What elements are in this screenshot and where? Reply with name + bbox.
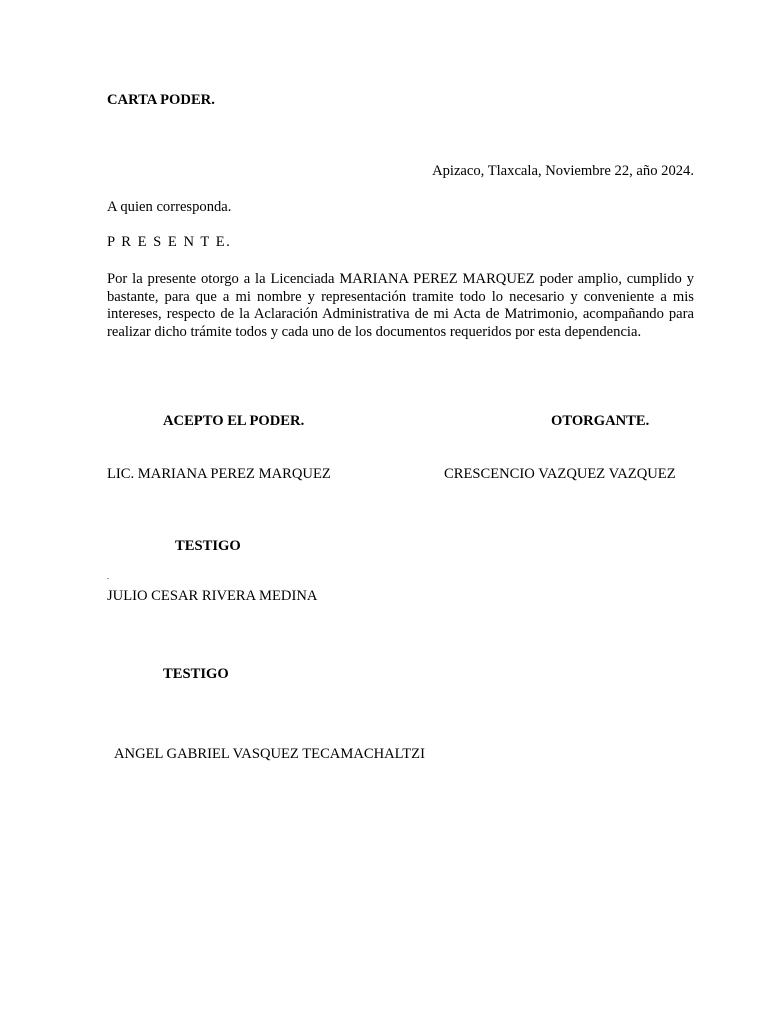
otorgante-name: CRESCENCIO VAZQUEZ VAZQUEZ: [444, 466, 676, 482]
document-title: CARTA PODER.: [107, 92, 215, 108]
body-paragraph: Por la presente otorgo a la Licenciada MARIANA PEREZ MARQUEZ poder amplio, cumplido y bastante, para que a mi nombre y representación tramite todo lo necesario y conveniente a mis intereses, respecto de la Aclaración Administrativa de mi Acta de Matrimonio, acompañando para realizar dicho trámite todos y cada uno de los documentos requeridos por esta dependencia.: [107, 271, 694, 340]
testigo-1-name: JULIO CESAR RIVERA MEDINA: [107, 588, 318, 604]
testigo-1-mark: .: [107, 572, 109, 581]
date-line: Apizaco, Tlaxcala, Noviembre 22, año 2024.: [432, 163, 694, 179]
testigo-1-label: TESTIGO: [175, 538, 241, 554]
greeting: A quien corresponda.: [107, 199, 232, 215]
testigo-2-label: TESTIGO: [163, 666, 229, 682]
testigo-2-name: ANGEL GABRIEL VASQUEZ TECAMACHALTZI: [114, 746, 425, 762]
acepto-label: ACEPTO EL PODER.: [163, 413, 305, 429]
otorgante-label: OTORGANTE.: [551, 413, 650, 429]
presente-line: P R E S E N T E.: [107, 234, 232, 250]
apoderado-name: LIC. MARIANA PEREZ MARQUEZ: [107, 466, 331, 482]
